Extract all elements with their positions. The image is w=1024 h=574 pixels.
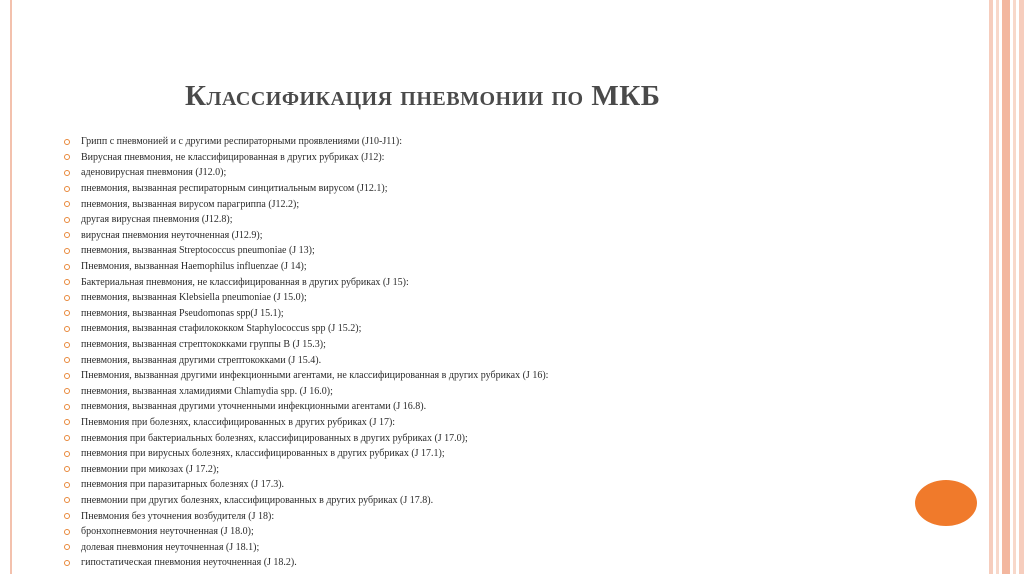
list-item <box>64 181 548 197</box>
bullet-icon <box>64 326 70 332</box>
list-item-text: бронхопневмония неуточненная (J 18.0); <box>81 526 254 538</box>
list-item <box>64 368 548 384</box>
bullet-icon <box>64 232 70 238</box>
right-border-stripe <box>1019 0 1024 574</box>
list-item-text: Пневмония при болезнях, классифицированных в других рубриках (J 17): <box>81 416 396 428</box>
list-item-text: пневмония при паразитарных болезнях (J 17.3). <box>81 479 285 491</box>
list-item <box>64 321 548 337</box>
list-item <box>64 477 548 493</box>
list-item-text: пневмония при бактериальных болезнях, классифицированных в других рубриках (J 17.0); <box>81 432 468 444</box>
right-border-stripe <box>996 0 999 574</box>
list-item-text: Пневмония без уточнения возбудителя (J 18): <box>81 510 275 522</box>
list-item <box>64 415 548 431</box>
list-item <box>64 259 548 275</box>
list-item-text: аденовирусная пневмония (J12.0); <box>81 167 227 179</box>
list-item-text: Бактериальная пневмония, не классифицированная в других рубриках (J 15): <box>81 276 409 288</box>
list-item-text: пневмония, вызванная Klebsiella pneumoniae (J 15.0); <box>81 292 307 304</box>
bullet-icon <box>64 170 70 176</box>
list-item-text: пневмония, вызванная стрептококками группы В (J 15.3); <box>81 339 326 351</box>
bullet-icon <box>64 357 70 363</box>
bullet-icon <box>64 310 70 316</box>
list-item-text: пневмонии при микозах (J 17.2); <box>81 463 220 475</box>
list-item <box>64 134 548 150</box>
list-item-text: Пневмония, вызванная другими инфекционными агентами, не классифицированная в других рубриках (J 16): <box>81 370 549 382</box>
list-item <box>64 493 548 509</box>
list-item-text: вирусная пневмония неуточненная (J12.9); <box>81 229 263 241</box>
bullet-icon <box>64 482 70 488</box>
list-item-text: пневмония, вызванная другими уточненными инфекционными агентами (J 16.8). <box>81 401 427 413</box>
list-item <box>64 384 548 400</box>
bullet-icon <box>64 201 70 207</box>
bullet-icon <box>64 419 70 425</box>
list-item <box>64 228 548 244</box>
list-item-text: Пневмония, вызванная Haemophilus influenzae (J 14); <box>81 261 307 273</box>
list-item <box>64 212 548 228</box>
list-item-text: пневмония, вызванная Streptococcus pneumoniae (J 13); <box>81 245 315 257</box>
list-item <box>64 399 548 415</box>
bullet-icon <box>64 139 70 145</box>
right-border-stripe <box>1013 0 1016 574</box>
list-item <box>64 430 548 446</box>
bullet-icon <box>64 279 70 285</box>
bullet-icon <box>64 466 70 472</box>
bullet-icon <box>64 451 70 457</box>
list-item-text: пневмония, вызванная вирусом парагриппа (J12.2); <box>81 198 300 210</box>
list-item-text: пневмония, вызванная стафилококком Staphylococcus spp (J 15.2); <box>81 323 362 335</box>
list-item-text: долевая пневмония неуточненная (J 18.1); <box>81 541 260 553</box>
bullet-icon <box>64 529 70 535</box>
list-item <box>64 524 548 540</box>
bullet-icon <box>64 544 70 550</box>
list-item-text: пневмония, вызванная Pseudomonas spp(J 15.1); <box>81 307 284 319</box>
list-item <box>64 539 548 555</box>
list-item <box>64 337 548 353</box>
bullet-icon <box>64 264 70 270</box>
list-item <box>64 150 548 166</box>
list-item-text: гипостатическая пневмония неуточненная (J 18.2). <box>81 557 297 569</box>
list-item <box>64 306 548 322</box>
list-item <box>64 165 548 181</box>
list-item <box>64 508 548 524</box>
bullet-icon <box>64 186 70 192</box>
list-item <box>64 243 548 259</box>
list-item <box>64 290 548 306</box>
list-item-text: пневмония, вызванная другими стрептококками (J 15.4). <box>81 354 322 366</box>
list-item-text: пневмония при вирусных болезнях, классифицированных в других рубриках (J 17.1); <box>81 448 445 460</box>
bullet-icon <box>64 342 70 348</box>
list-item <box>64 352 548 368</box>
bullet-icon <box>64 404 70 410</box>
bullet-icon <box>64 497 70 503</box>
slide-title: Классификация пневмонии по МКБ <box>185 80 661 112</box>
decorative-orange-circle <box>915 480 977 526</box>
list-item-text: другая вирусная пневмония (J12.8); <box>81 214 233 226</box>
bullet-icon <box>64 435 70 441</box>
left-border-line <box>10 0 12 574</box>
list-item <box>64 274 548 290</box>
bullet-icon <box>64 295 70 301</box>
list-item <box>64 446 548 462</box>
list-item-text: пневмонии при других болезнях, классифицированных в других рубриках (J 17.8). <box>81 494 434 506</box>
classification-list <box>64 134 548 571</box>
bullet-icon <box>64 373 70 379</box>
bullet-icon <box>64 388 70 394</box>
bullet-icon <box>64 154 70 160</box>
list-item-text: Грипп с пневмонией и с другими респираторными проявлениями (J10-J11): <box>81 136 402 148</box>
list-item-text: Вирусная пневмония, не классифицированная в других рубриках (J12): <box>81 151 385 163</box>
bullet-icon <box>64 513 70 519</box>
list-item <box>64 196 548 212</box>
bullet-icon <box>64 560 70 566</box>
bullet-icon <box>64 217 70 223</box>
right-border-stripe <box>989 0 993 574</box>
bullet-icon <box>64 248 70 254</box>
list-item <box>64 555 548 571</box>
list-item-text: пневмония, вызванная хламидиями Chlamydia spp. (J 16.0); <box>81 385 333 397</box>
list-item <box>64 461 548 477</box>
list-item-text: пневмония, вызванная респираторным синцитиальным вирусом (J12.1); <box>81 183 388 195</box>
right-border-stripe <box>1002 0 1010 574</box>
